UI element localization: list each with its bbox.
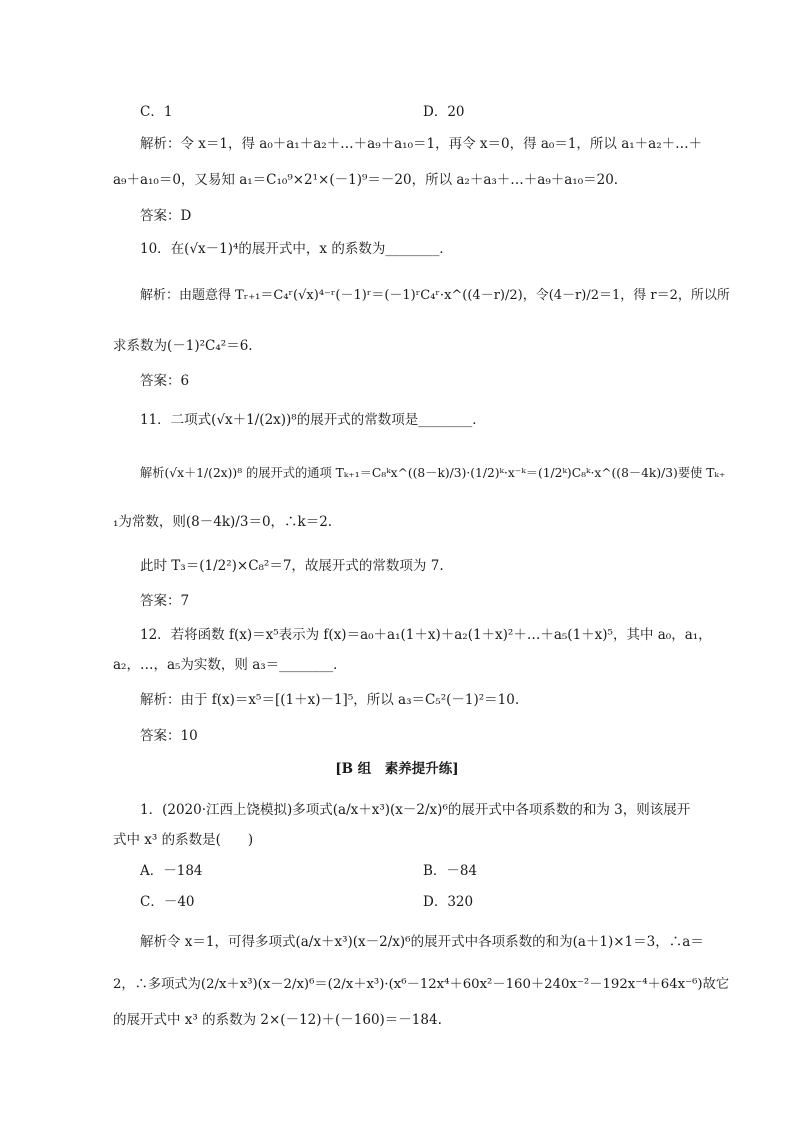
- b1-question-line2: 式中 x³ 的系数是( ): [113, 832, 254, 848]
- q9-solution-line2: a₉＋a₁₀＝0，又易知 a₁＝C₁₀⁹×2¹×(－1)⁹＝－20，所以 a₂＋a₃＋…＋a₉＋a₁₀＝20.: [113, 172, 619, 188]
- q11-solution-line3: 此时 T₃＝(1/2²)×C₈²＝7，故展开式的常数项为 7.: [140, 558, 444, 574]
- q12-solution: 解析：由于 f(x)＝x⁵＝[(1＋x)－1]⁵，所以 a₃＝C₅²(－1)²＝10.: [140, 692, 520, 708]
- b1-option-b: B．－84: [423, 863, 478, 879]
- q12-question-line2: a₂，…，a₅为实数，则 a₃＝________．: [113, 657, 347, 673]
- q12-question-line1: 12．若将函数 f(x)＝x⁵表示为 f(x)＝a₀＋a₁(1＋x)＋a₂(1＋x)²＋…＋a₅(1＋x)⁵，其中 a₀，a₁，: [140, 627, 712, 643]
- q10-solution-line1: 解析：由题意得 Tᵣ₊₁＝C₄ʳ(√x)⁴⁻ʳ(－1)ʳ＝(－1)ʳC₄ʳ·x^((4－r)/2)，令(4－r)/2＝1，得 r＝2，所以所: [140, 288, 730, 303]
- b1-option-c: C．－40: [140, 894, 195, 910]
- q11-question: 11．二项式(√x＋1/(2x))⁸的展开式的常数项是________．: [140, 412, 486, 428]
- q11-solution-line2: ₁为常数，则(8－4k)/3＝0，∴k＝2.: [113, 514, 333, 530]
- section-b-title: [B 组 素养提升练]: [335, 761, 459, 777]
- b1-solution-line2: 2，∴多项式为(2/x＋x³)(x－2/x)⁶＝(2/x＋x³)·(x⁶－12x⁴＋60x²－160＋240x⁻²－192x⁻⁴＋64x⁻⁶)故它: [113, 977, 730, 992]
- q12-answer: 答案：10: [140, 728, 198, 744]
- b1-solution-line1: 解析令 x＝1，可得多项式(a/x＋x³)(x－2/x)⁶的展开式中各项系数的和为(a＋1)×1＝3，∴a＝: [140, 934, 704, 950]
- q11-answer: 答案：7: [140, 593, 190, 609]
- b1-question-line1: 1．(2020·江西上饶模拟)多项式(a/x＋x³)(x－2/x)⁶的展开式中各项系数的和为 3，则该展开: [140, 802, 691, 818]
- q11-solution-line1: 解析(√x＋1/(2x))⁸ 的展开式的通项 Tₖ₊₁＝C₈ᵏx^((8－k)/3)·(1/2)ᵏ·x⁻ᵏ＝(1/2ᵏ)C₈ᵏ·x^((8－4k)/3)要使 Tₖ₊: [140, 466, 726, 480]
- q9-option-c: C．1: [140, 104, 173, 120]
- b1-option-d: D．320: [423, 894, 474, 910]
- q9-answer: 答案：D: [140, 208, 192, 224]
- q10-answer: 答案：6: [140, 373, 190, 389]
- q9-option-d: D．20: [423, 104, 465, 120]
- b1-solution-line3: 的展开式中 x³ 的系数为 2×(－12)＋(－160)＝－184.: [113, 1012, 442, 1028]
- q10-question: 10．在(√x－1)⁴的展开式中，x 的系数为________．: [140, 241, 453, 257]
- q10-solution-line2: 求系数为(－1)²C₄²＝6.: [113, 338, 253, 354]
- q9-solution-line1: 解析：令 x＝1，得 a₀＋a₁＋a₂＋…＋a₉＋a₁₀＝1，再令 x＝0，得 a₀＝1，所以 a₁＋a₂＋…＋: [140, 136, 703, 152]
- b1-option-a: A．－184: [140, 863, 203, 879]
